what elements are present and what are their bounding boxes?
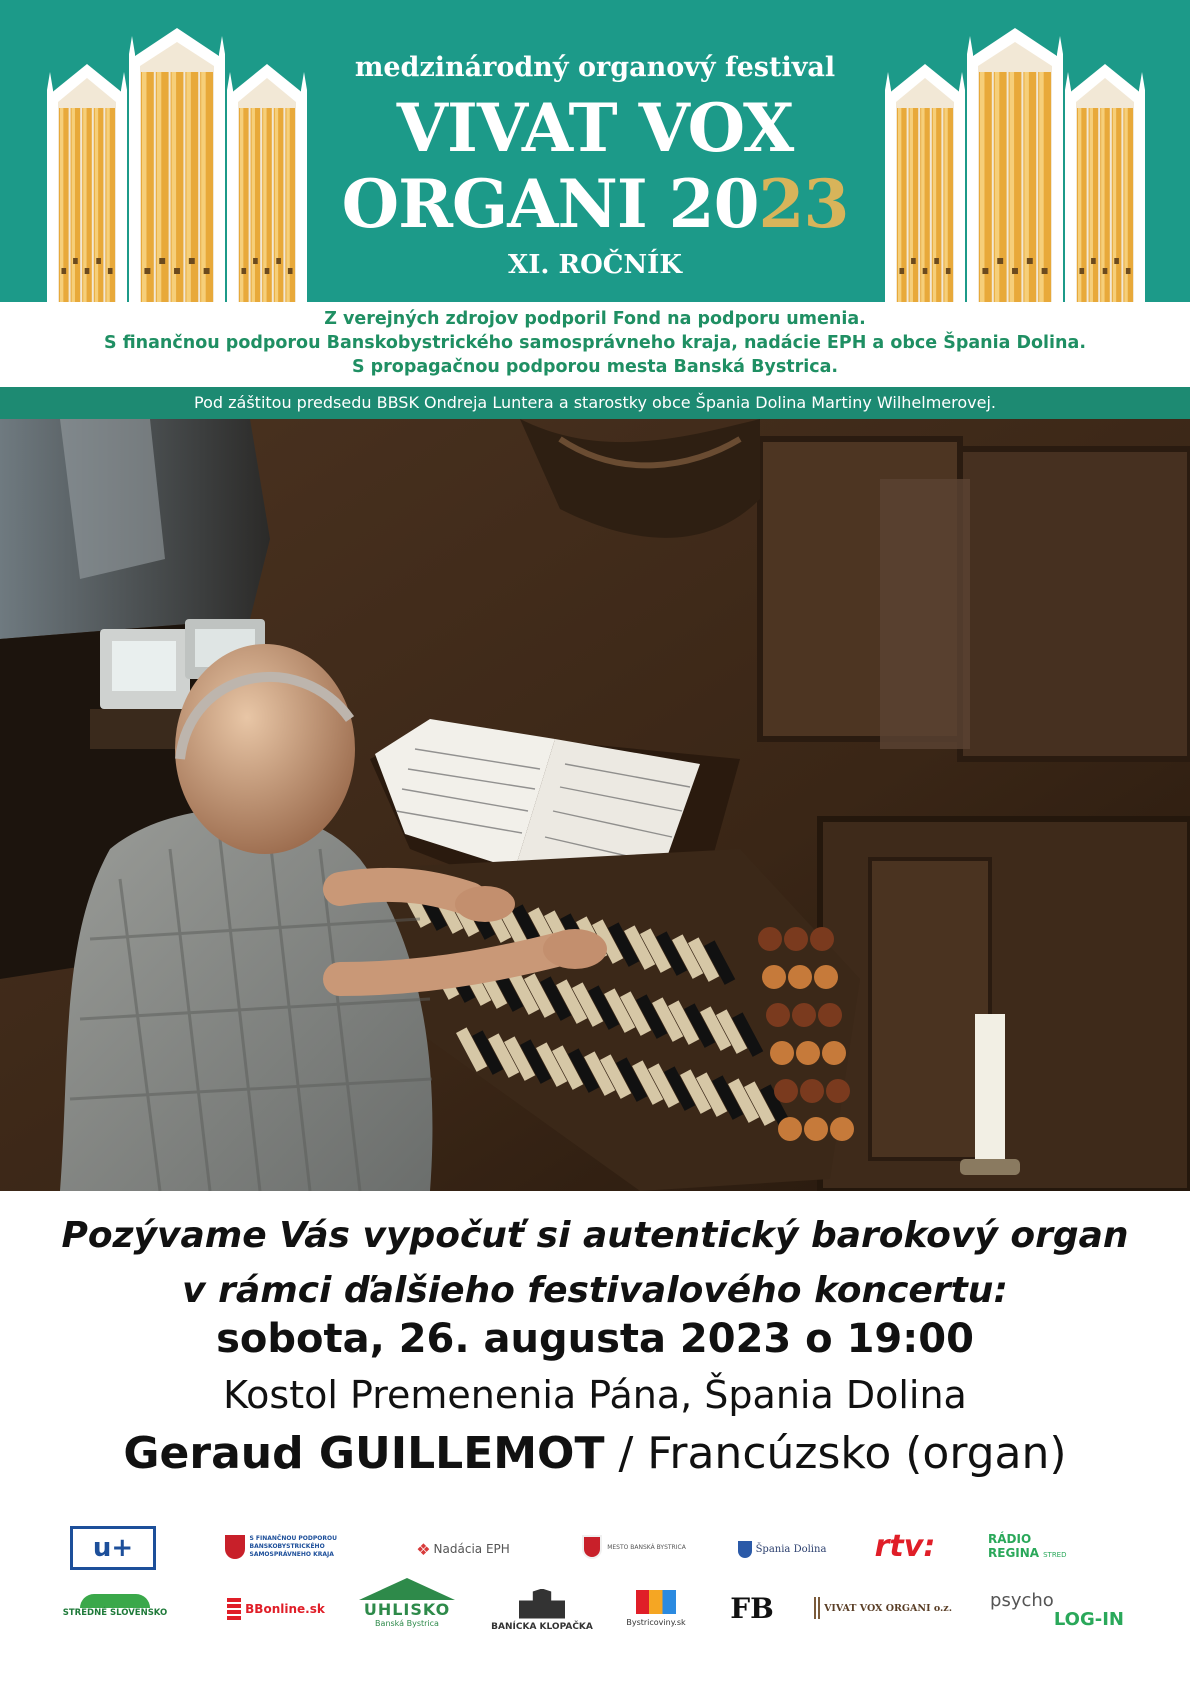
performer-origin: Francúzsko (organ): [647, 1428, 1067, 1479]
logo-fb: [726, 1590, 778, 1626]
house-roof-icon: [359, 1578, 455, 1600]
festival-title-year-accent: 23: [758, 165, 849, 243]
logo-radio-regina-stred: STRED: [1043, 1551, 1067, 1559]
logo-psycho-text: psycho: [990, 1590, 1054, 1611]
city-crest-icon: [582, 1535, 602, 1559]
invitation-line-1: Pozývame Vás vypočuť si autentický barokový organ: [61, 1215, 1129, 1256]
organist-photo: [0, 419, 1190, 1191]
logo-login-text: LOG-IN: [1053, 1609, 1124, 1630]
logo-uhlisko-subtext: Banská Bystrica: [375, 1619, 439, 1628]
bbonline-icon: [227, 1598, 241, 1620]
shield-icon: [225, 1535, 245, 1559]
performer-name: Geraud GUILLEMOT: [123, 1428, 605, 1479]
logo-rtv: [870, 1528, 940, 1564]
logo-banska-bystrica-text: MESTO BANSKÁ BYSTRICA: [607, 1543, 686, 1551]
support-line-1: Z verejných zdrojov podporil Fond na podporu umenia.: [324, 309, 866, 329]
logo-bystricoviny-text: Bystricoviny.sk: [626, 1617, 686, 1627]
support-line-3: S propagačnou podporou mesta Banská Bystrica.: [351, 357, 839, 377]
colored-squares-icon: [636, 1590, 676, 1614]
logo-vivat-vox-organi-text: VIVAT VOX ORGANI o.z.: [824, 1602, 952, 1614]
green-hills-icon: [80, 1594, 150, 1608]
tower-building-icon: [519, 1589, 565, 1619]
logo-radio-regina-line1: RÁDIO: [988, 1532, 1032, 1546]
logo-eph-text: Nadácia EPH: [433, 1542, 510, 1556]
invitation-text: [0, 1208, 1190, 1318]
festival-title-year-prefix: ORGANI 20: [341, 165, 759, 243]
patronage-bar: Pod záštitou predsedu BBSK Ondreja Luntera a starostky obce Špania Dolina Martiny Wilhelmerovej.: [0, 387, 1190, 419]
logo-spania-dolina: [736, 1538, 828, 1560]
performer: [0, 1428, 1190, 1479]
support-text: [0, 307, 1190, 379]
logo-vivat-vox-organi: [814, 1594, 952, 1622]
logo-banicka-klopacka-text: BANÍCKA KLOPAČKA: [491, 1621, 593, 1632]
festival-edition: XI. ROČNÍK: [508, 250, 682, 280]
logo-spania-dolina-text: Špania Dolina: [755, 1543, 827, 1555]
festival-title: [0, 90, 1190, 242]
logo-psycho-login: [986, 1590, 1128, 1630]
festival-title-line2: [0, 166, 1190, 242]
event-date: sobota, 26. augusta 2023 o 19:00: [216, 1316, 974, 1362]
logo-bbsk-text: S FINANČNOU PODPOROU BANSKOBYSTRICKÉHO SAMOSPRÁVNEHO KRAJA: [249, 1535, 337, 1558]
logo-stredne-slovensko-text: STREDNÉ SLOVENSKO: [62, 1608, 168, 1618]
logo-stredne-slovensko: [60, 1586, 170, 1626]
event-venue: Kostol Premenenia Pána, Špania Dolina: [223, 1373, 967, 1417]
logo-u-plus-text: u+: [92, 1533, 134, 1563]
logo-bystricoviny: [614, 1584, 698, 1632]
logo-rtv-text: rtv:: [874, 1528, 936, 1564]
logo-banska-bystrica: [578, 1533, 690, 1561]
eph-flower-icon: ❖: [416, 1539, 431, 1559]
village-crest-icon: [738, 1541, 752, 1558]
logo-bbsk: [224, 1533, 354, 1561]
logo-radio-regina-word: REGINA: [988, 1546, 1040, 1560]
logo-uhlisko: [356, 1574, 458, 1632]
support-line-2: S finančnou podporou Banskobystrického samosprávneho kraja, nadácie EPH a obce Špania Dolina.: [104, 333, 1086, 353]
performer-separator: /: [604, 1428, 648, 1479]
logo-bbonline-text: BBonline.sk: [245, 1602, 325, 1616]
logo-bbonline: [226, 1596, 326, 1622]
festival-title-line1: VIVAT VOX: [396, 89, 794, 167]
logo-radio-regina-line2: [988, 1546, 1067, 1562]
logo-banicka-klopacka: [492, 1584, 592, 1636]
logo-eph: [405, 1538, 521, 1560]
logo-fb-text: FB: [730, 1591, 774, 1625]
logo-u-plus: [70, 1526, 156, 1570]
festival-header: [0, 0, 1190, 302]
logo-radio-regina: [988, 1530, 1088, 1564]
organ-pipes-icon: [814, 1597, 820, 1619]
festival-subtitle: medzinárodný organový festival: [354, 52, 836, 83]
logo-uhlisko-text: UHLISKO: [363, 1600, 451, 1619]
invitation-line-2: v rámci ďalšieho festivalového koncertu:: [182, 1270, 1008, 1311]
